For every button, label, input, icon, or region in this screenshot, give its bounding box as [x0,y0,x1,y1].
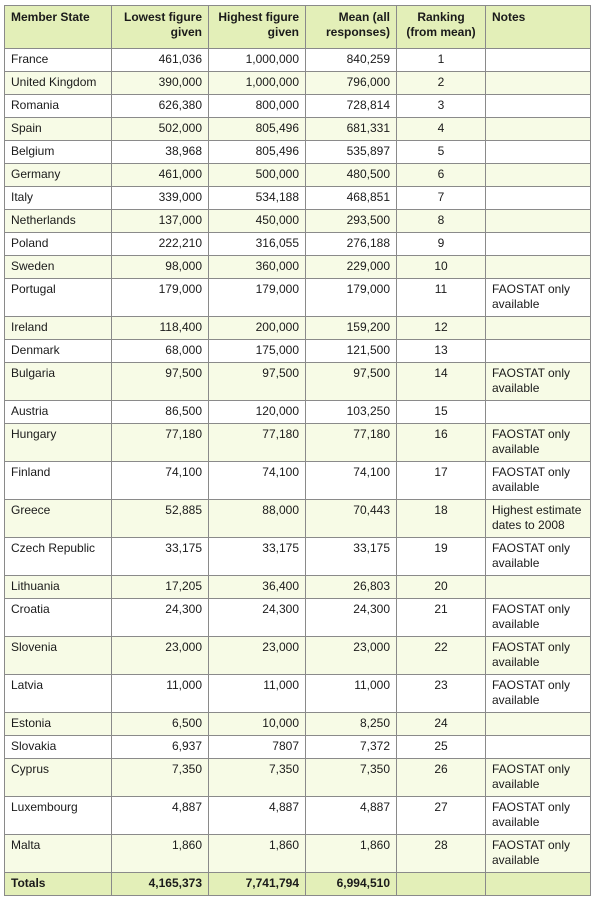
header-highest: Highest figure given [209,6,306,49]
cell-mean: 103,250 [306,401,397,424]
cell-highest: 11,000 [209,675,306,713]
cell-highest: 10,000 [209,713,306,736]
cell-notes [486,210,591,233]
cell-notes: FAOSTAT only available [486,363,591,401]
cell-lowest: 179,000 [112,279,209,317]
cell-lowest: 390,000 [112,72,209,95]
cell-mean: 681,331 [306,118,397,141]
cell-highest: 175,000 [209,340,306,363]
cell-notes [486,141,591,164]
cell-member-state: Hungary [5,424,112,462]
cell-highest: 33,175 [209,538,306,576]
table-row [5,736,591,759]
totals-notes [486,873,591,896]
table-row [5,340,591,363]
cell-ranking: 5 [397,141,486,164]
cell-ranking: 24 [397,713,486,736]
cell-lowest: 74,100 [112,462,209,500]
cell-mean: 26,803 [306,576,397,599]
cell-highest: 360,000 [209,256,306,279]
totals-lowest: 4,165,373 [112,873,209,896]
cell-lowest: 118,400 [112,317,209,340]
cell-mean: 728,814 [306,95,397,118]
cell-mean: 276,188 [306,233,397,256]
cell-notes: FAOSTAT only available [486,759,591,797]
cell-lowest: 98,000 [112,256,209,279]
cell-lowest: 33,175 [112,538,209,576]
cell-notes: FAOSTAT only available [486,538,591,576]
table-row [5,317,591,340]
cell-lowest: 222,210 [112,233,209,256]
cell-mean: 70,443 [306,500,397,538]
cell-mean: 33,175 [306,538,397,576]
cell-mean: 4,887 [306,797,397,835]
cell-lowest: 137,000 [112,210,209,233]
cell-mean: 229,000 [306,256,397,279]
cell-member-state: Greece [5,500,112,538]
cell-mean: 468,851 [306,187,397,210]
table-row [5,424,591,462]
cell-ranking: 23 [397,675,486,713]
cell-lowest: 6,937 [112,736,209,759]
cell-highest: 200,000 [209,317,306,340]
cell-ranking: 26 [397,759,486,797]
cell-ranking: 22 [397,637,486,675]
cell-ranking: 11 [397,279,486,317]
cell-member-state: Luxembourg [5,797,112,835]
cell-mean: 480,500 [306,164,397,187]
cell-ranking: 27 [397,797,486,835]
cell-lowest: 86,500 [112,401,209,424]
cell-lowest: 339,000 [112,187,209,210]
cell-lowest: 626,380 [112,95,209,118]
cell-ranking: 10 [397,256,486,279]
cell-member-state: Denmark [5,340,112,363]
cell-lowest: 23,000 [112,637,209,675]
cell-member-state: Slovakia [5,736,112,759]
table-row [5,835,591,873]
cell-highest: 74,100 [209,462,306,500]
cell-member-state: Romania [5,95,112,118]
cell-lowest: 6,500 [112,713,209,736]
table-row [5,538,591,576]
cell-notes [486,317,591,340]
header-mean: Mean (all responses) [306,6,397,49]
cell-member-state: Cyprus [5,759,112,797]
table-row [5,401,591,424]
cell-notes: FAOSTAT only available [486,424,591,462]
cell-member-state: Belgium [5,141,112,164]
cell-notes [486,118,591,141]
table-row [5,576,591,599]
cell-notes: FAOSTAT only available [486,462,591,500]
cell-member-state: Finland [5,462,112,500]
cell-lowest: 7,350 [112,759,209,797]
cell-mean: 293,500 [306,210,397,233]
totals-mean: 6,994,510 [306,873,397,896]
cell-notes: FAOSTAT only available [486,599,591,637]
cell-highest: 36,400 [209,576,306,599]
cell-mean: 97,500 [306,363,397,401]
cell-member-state: Slovenia [5,637,112,675]
header-notes: Notes [486,6,591,49]
header-row [5,6,591,49]
cell-ranking: 17 [397,462,486,500]
cell-ranking: 9 [397,233,486,256]
cell-ranking: 15 [397,401,486,424]
table-row [5,72,591,95]
table-row [5,462,591,500]
cell-mean: 179,000 [306,279,397,317]
table-row [5,797,591,835]
table-row [5,187,591,210]
cell-ranking: 4 [397,118,486,141]
cell-notes: FAOSTAT only available [486,797,591,835]
cell-ranking: 1 [397,49,486,72]
cell-member-state: United Kingdom [5,72,112,95]
table-row [5,500,591,538]
cell-mean: 535,897 [306,141,397,164]
cell-ranking: 3 [397,95,486,118]
table-row [5,210,591,233]
table-body [5,49,591,873]
cell-highest: 534,188 [209,187,306,210]
cell-highest: 23,000 [209,637,306,675]
cell-member-state: Poland [5,233,112,256]
cell-mean: 23,000 [306,637,397,675]
cell-ranking: 21 [397,599,486,637]
cell-notes [486,736,591,759]
cell-member-state: Latvia [5,675,112,713]
cell-highest: 316,055 [209,233,306,256]
cell-member-state: Estonia [5,713,112,736]
cell-lowest: 52,885 [112,500,209,538]
totals-highest: 7,741,794 [209,873,306,896]
cell-member-state: Malta [5,835,112,873]
cell-mean: 1,860 [306,835,397,873]
cell-notes [486,72,591,95]
cell-highest: 1,000,000 [209,49,306,72]
cell-lowest: 461,000 [112,164,209,187]
cell-ranking: 13 [397,340,486,363]
cell-ranking: 12 [397,317,486,340]
table-row [5,256,591,279]
cell-member-state: Portugal [5,279,112,317]
cell-member-state: Italy [5,187,112,210]
cell-notes: FAOSTAT only available [486,637,591,675]
totals-label: Totals [5,873,112,896]
cell-notes [486,713,591,736]
cell-ranking: 8 [397,210,486,233]
cell-notes [486,233,591,256]
cell-mean: 159,200 [306,317,397,340]
cell-lowest: 17,205 [112,576,209,599]
cell-ranking: 20 [397,576,486,599]
table-row [5,713,591,736]
cell-member-state: Bulgaria [5,363,112,401]
cell-highest: 450,000 [209,210,306,233]
cell-mean: 77,180 [306,424,397,462]
table-row [5,49,591,72]
cell-lowest: 1,860 [112,835,209,873]
cell-highest: 7807 [209,736,306,759]
table-row [5,637,591,675]
table-row [5,599,591,637]
cell-ranking: 6 [397,164,486,187]
cell-ranking: 16 [397,424,486,462]
header-ranking: Ranking (from mean) [397,6,486,49]
cell-lowest: 77,180 [112,424,209,462]
cell-notes [486,187,591,210]
header-member-state: Member State [5,6,112,49]
header-lowest: Lowest figure given [112,6,209,49]
table-row [5,233,591,256]
cell-ranking: 25 [397,736,486,759]
cell-ranking: 2 [397,72,486,95]
cell-mean: 121,500 [306,340,397,363]
cell-mean: 7,350 [306,759,397,797]
cell-highest: 97,500 [209,363,306,401]
cell-highest: 24,300 [209,599,306,637]
cell-notes: FAOSTAT only available [486,675,591,713]
cell-member-state: Ireland [5,317,112,340]
cell-lowest: 68,000 [112,340,209,363]
cell-mean: 24,300 [306,599,397,637]
cell-ranking: 28 [397,835,486,873]
cell-notes: Highest estimate dates to 2008 [486,500,591,538]
table-row [5,279,591,317]
cell-lowest: 38,968 [112,141,209,164]
member-state-table [4,5,591,896]
cell-highest: 1,860 [209,835,306,873]
cell-lowest: 502,000 [112,118,209,141]
table-row [5,759,591,797]
cell-notes [486,256,591,279]
totals-row [5,873,591,896]
cell-highest: 800,000 [209,95,306,118]
cell-mean: 11,000 [306,675,397,713]
cell-lowest: 11,000 [112,675,209,713]
cell-notes [486,49,591,72]
cell-ranking: 18 [397,500,486,538]
cell-member-state: Croatia [5,599,112,637]
table-row [5,164,591,187]
cell-lowest: 4,887 [112,797,209,835]
cell-lowest: 24,300 [112,599,209,637]
cell-notes [486,340,591,363]
cell-notes [486,576,591,599]
cell-notes: FAOSTAT only available [486,279,591,317]
cell-highest: 179,000 [209,279,306,317]
cell-lowest: 461,036 [112,49,209,72]
cell-highest: 77,180 [209,424,306,462]
cell-highest: 7,350 [209,759,306,797]
cell-notes: FAOSTAT only available [486,835,591,873]
cell-mean: 74,100 [306,462,397,500]
cell-member-state: Austria [5,401,112,424]
cell-highest: 4,887 [209,797,306,835]
table-row [5,95,591,118]
table-row [5,675,591,713]
cell-notes [486,164,591,187]
table-row [5,363,591,401]
table-row [5,141,591,164]
cell-highest: 1,000,000 [209,72,306,95]
cell-mean: 796,000 [306,72,397,95]
cell-member-state: Germany [5,164,112,187]
cell-member-state: Czech Republic [5,538,112,576]
cell-ranking: 14 [397,363,486,401]
cell-highest: 805,496 [209,118,306,141]
cell-highest: 88,000 [209,500,306,538]
cell-highest: 805,496 [209,141,306,164]
cell-ranking: 7 [397,187,486,210]
cell-member-state: Spain [5,118,112,141]
cell-notes [486,401,591,424]
cell-member-state: Netherlands [5,210,112,233]
cell-highest: 500,000 [209,164,306,187]
cell-mean: 840,259 [306,49,397,72]
cell-mean: 8,250 [306,713,397,736]
totals-rank [397,873,486,896]
cell-member-state: Lithuania [5,576,112,599]
cell-highest: 120,000 [209,401,306,424]
cell-member-state: Sweden [5,256,112,279]
cell-notes [486,95,591,118]
cell-lowest: 97,500 [112,363,209,401]
cell-mean: 7,372 [306,736,397,759]
cell-member-state: France [5,49,112,72]
table-row [5,118,591,141]
cell-ranking: 19 [397,538,486,576]
